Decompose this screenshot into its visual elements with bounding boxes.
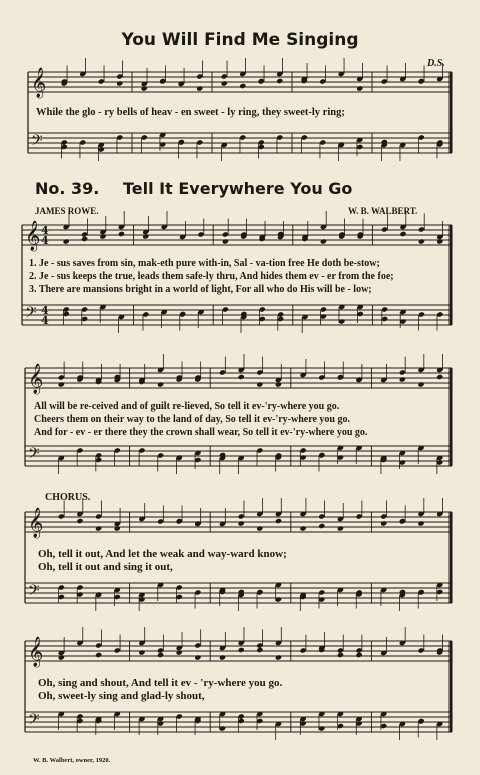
melody-note: [142, 233, 149, 239]
melody-note: [194, 654, 201, 660]
melody-note: [318, 523, 325, 529]
refrain-line-3: And for - ev - er there they the crown shall wear, So tell it ev-'ry-where you go.: [34, 427, 368, 438]
ds-mark: D.S.: [427, 58, 445, 69]
treble-clef: 𝄞: [31, 68, 47, 98]
chorus-label: CHORUS.: [45, 492, 91, 503]
melody-note: [256, 647, 263, 653]
hymn-number: No. 39.: [35, 179, 100, 198]
melody-note: [95, 652, 102, 658]
treble-staff: [25, 512, 452, 532]
melody-note: [58, 654, 65, 660]
melody-note: [99, 233, 106, 239]
author: JAMES ROWE.: [35, 206, 99, 216]
melody-note: [436, 374, 443, 380]
melody-note: [320, 238, 327, 244]
melody-note: [196, 85, 203, 91]
melody-note: [417, 381, 424, 387]
time-signature: 4: [41, 314, 49, 327]
melody-note: [399, 231, 406, 237]
time-signature: 4: [41, 234, 49, 247]
melody-note: [275, 381, 282, 387]
melody-note: [81, 236, 88, 242]
melody-note: [418, 238, 425, 244]
melody-note: [141, 85, 148, 91]
refrain-line-2: Cheers them on their way to the land of day, So tell it ev-'ry-where you go.: [34, 414, 350, 425]
melody-note: [238, 520, 245, 526]
melody-note: [275, 654, 282, 660]
verse-line-3: 3. There are mansions bright in a world of light, For all who do His will be - low;: [29, 284, 372, 295]
final-barline: [450, 72, 453, 153]
melody-note: [76, 518, 83, 524]
verse-line-2: 2. Je - sus keeps the true, leads them safe-ly thru, And hides them ev - er from the foe;: [29, 271, 394, 282]
melody-note: [116, 80, 123, 86]
melody-note: [238, 374, 245, 380]
bass-clef: 𝄢: [31, 132, 43, 153]
melody-note: [222, 238, 229, 244]
bass-clef: 𝄢: [28, 582, 40, 603]
melody-note: [275, 518, 282, 524]
treble-clef: 𝄞: [28, 637, 44, 667]
verse-line-1: 1. Je - sus saves from sin, mak-eth pure with-in, Sal - va-tion free He doth be-stow;: [29, 258, 380, 269]
chorus-line-3: Oh, sing and shout, And tell it ev - 'ry-where you go.: [38, 677, 283, 689]
melody-note: [337, 525, 344, 531]
melody-note: [95, 525, 102, 531]
bass-clef: 𝄢: [28, 445, 40, 466]
melody-note: [256, 525, 263, 531]
treble-clef: 𝄞: [28, 364, 44, 394]
time-signature: 4: [41, 304, 49, 317]
melody-note: [417, 520, 424, 526]
bass-clef: 𝄢: [28, 711, 40, 732]
composer: W. B. WALBERT.: [348, 206, 418, 216]
final-barline: [450, 512, 453, 603]
melody-note: [239, 83, 246, 89]
melody-note: [157, 652, 164, 658]
melody-note: [399, 376, 406, 382]
melody-note: [118, 231, 125, 237]
melody-note: [58, 381, 65, 387]
melody-note: [176, 649, 183, 655]
time-signature: 4: [41, 224, 49, 237]
final-barline: [450, 368, 453, 466]
treble-clef: 𝄞: [28, 508, 44, 538]
chorus-line-4: Oh, sweet-ly sing and glad-ly shout,: [38, 690, 205, 702]
chorus-line-1: Oh, tell it out, And let the weak and way-ward know;: [38, 548, 287, 560]
prev-hymn-lyric: While the glo - ry bells of heav - en sweet - ly ring, they sweet-ly ring;: [36, 107, 345, 118]
melody-note: [256, 381, 263, 387]
melody-note: [238, 647, 245, 653]
melody-note: [337, 652, 344, 658]
refrain-line-1: All will be re-ceived and of guilt re-lieved, So tell it ev-'ry-where you go.: [34, 401, 340, 412]
melody-note: [276, 78, 283, 84]
treble-clef: 𝄞: [25, 221, 41, 251]
chorus-line-2: Oh, tell it out and sing it out,: [38, 561, 173, 573]
final-barline: [450, 641, 453, 732]
melody-note: [436, 238, 443, 244]
melody-note: [221, 80, 228, 86]
melody-note: [219, 654, 226, 660]
melody-note: [300, 525, 307, 531]
melody-note: [356, 652, 363, 658]
melody-note: [380, 520, 387, 526]
final-barline: [450, 225, 453, 325]
melody-note: [63, 238, 70, 244]
hymn-title: Tell It Everywhere You Go: [123, 179, 353, 198]
melody-note: [114, 525, 121, 531]
melody-note: [157, 381, 164, 387]
prev-hymn-title: You Will Find Me Singing: [121, 30, 359, 50]
melody-note: [138, 649, 145, 655]
footer-copyright: W. B. Walbert, owner, 1920.: [33, 757, 111, 764]
bass-clef: 𝄢: [25, 304, 37, 325]
melody-note: [356, 85, 363, 91]
